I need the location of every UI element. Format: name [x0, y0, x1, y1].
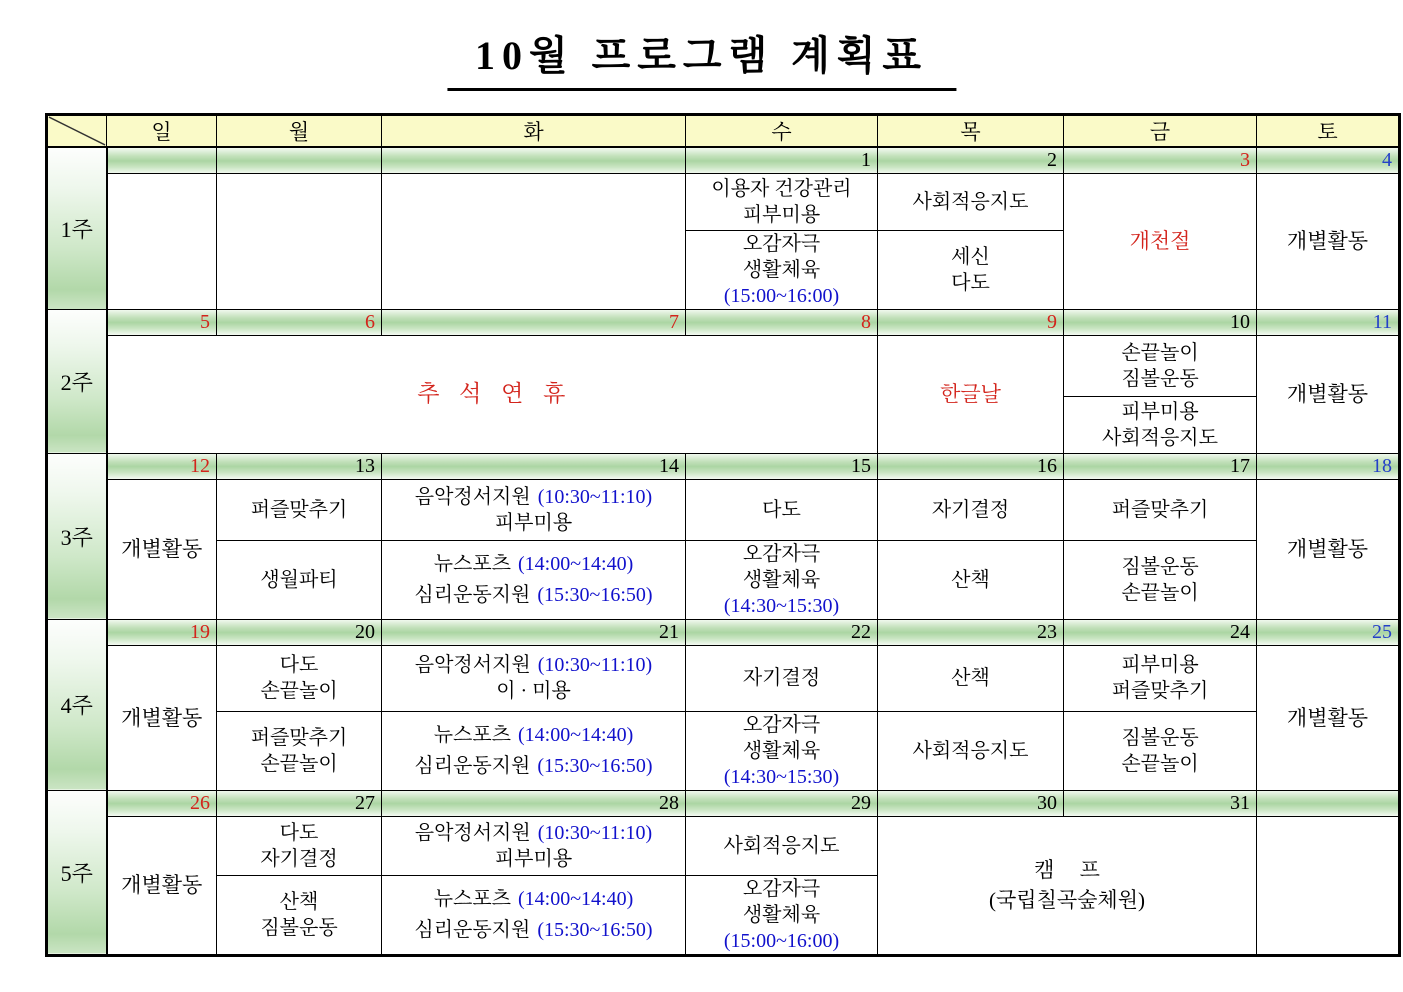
cell-w3-sat: [1257, 479, 1400, 619]
activity-line: 짐볼운동: [1121, 555, 1199, 578]
activity-line: 다도: [279, 654, 319, 676]
activity-line: 손끝놀이: [260, 752, 338, 775]
week4-bottom-row: [47, 711, 1400, 790]
activity-line: 개별활동: [121, 537, 203, 561]
date-cell: [217, 453, 382, 479]
activity-line: 오감자극: [742, 877, 821, 900]
cell-w1-thu-pm: [878, 230, 1064, 309]
activity-line: 개별활동: [1286, 705, 1369, 730]
week3-date-row: [47, 453, 1400, 479]
date-number: 15: [851, 454, 871, 477]
date-cell: [1064, 147, 1257, 173]
activity-line: 생활체육: [742, 258, 821, 281]
date-cell: [382, 453, 686, 479]
day-header-sat: 토: [1257, 115, 1400, 148]
day-header-mon: 월: [217, 115, 382, 148]
date-number: 27: [355, 791, 375, 814]
activity-line: 생월파티: [260, 568, 338, 591]
date-number: 16: [1037, 454, 1057, 477]
time-label: (10:30~11:10): [537, 821, 653, 844]
date-cell: [686, 619, 878, 645]
date-cell: [217, 309, 382, 335]
activity-line: 개별활동: [1286, 537, 1369, 561]
week-label-3: 3주: [47, 453, 107, 619]
cell-w3-thu-pm: [878, 540, 1064, 619]
week2-top-row: [47, 335, 1400, 396]
cell-w4-wed-am: [686, 645, 878, 711]
day-header-thu: 목: [878, 115, 1064, 148]
date-number: 26: [190, 791, 210, 814]
date-number: 23: [1037, 620, 1057, 643]
date-number: 30: [1037, 791, 1057, 814]
date-number: 17: [1230, 454, 1250, 477]
date-cell: [1064, 790, 1257, 816]
activity-line: 손끝놀이: [1121, 341, 1199, 364]
activity-text: 음악정서지원: [414, 485, 531, 508]
time-label: (15:00~16:00): [723, 929, 840, 952]
diagonal-line-icon: [48, 116, 106, 146]
date-cell: [1064, 309, 1257, 335]
cell-w5-camp: [878, 816, 1257, 955]
time-label: (15:30~16:50): [537, 583, 653, 606]
cell-w1-mon-empty: [217, 173, 382, 309]
cell-w3-mon-pm: [217, 540, 382, 619]
date-cell: [1257, 309, 1400, 335]
holiday-label: 한글날: [940, 382, 1001, 406]
activity-line: [382, 484, 685, 510]
activity-line: 다도: [951, 271, 990, 294]
date-number: 3: [1240, 148, 1250, 171]
date-number: 31: [1230, 791, 1250, 814]
week1-date-row: [47, 147, 1400, 173]
day-header-row: [47, 115, 1400, 148]
cell-w1-tue-empty: [382, 173, 686, 309]
week-label-1: 1주: [47, 147, 107, 309]
activity-line: [382, 549, 685, 580]
date-number: 10: [1230, 310, 1250, 333]
day-header-fri: 금: [1064, 115, 1257, 148]
cell-w1-fri-holiday: [1064, 173, 1257, 309]
activity-line: 사회적응지도: [912, 739, 1029, 762]
date-cell: [382, 147, 686, 173]
date-number: 1: [861, 148, 871, 171]
time-label: (15:30~16:50): [537, 754, 653, 777]
cell-w3-tue-pm: [382, 540, 686, 619]
time-label: (10:30~11:10): [537, 485, 653, 508]
cell-w3-mon-am: [217, 479, 382, 540]
activity-line: 자기결정: [931, 498, 1010, 521]
date-cell: [107, 147, 217, 173]
activity-line: 이용자 건강관리: [711, 177, 852, 200]
holiday-label: 개천절: [1129, 229, 1191, 253]
date-cell: [1257, 619, 1400, 645]
week4-date-row: [47, 619, 1400, 645]
cell-w4-sat: [1257, 645, 1400, 790]
date-cell: [1257, 147, 1400, 173]
activity-line: 생활체육: [742, 568, 821, 591]
date-number: 20: [355, 620, 375, 643]
activity-line: 이 · 미용: [496, 680, 571, 702]
cell-w2-chuseok-holiday: [107, 335, 878, 453]
cell-w2-thu-hangeul-day: [878, 335, 1064, 453]
date-cell: [107, 619, 217, 645]
time-label: (14:30~15:30): [723, 594, 840, 617]
cell-w4-fri-am: [1064, 645, 1257, 711]
time-label: (14:00~14:40): [518, 887, 634, 910]
date-cell: [382, 619, 686, 645]
cell-w5-tue-am: [382, 816, 686, 875]
week-label-2: 2주: [47, 309, 107, 453]
date-cell: [1064, 453, 1257, 479]
cell-w3-fri-am: [1064, 479, 1257, 540]
week2-date-row: [47, 309, 1400, 335]
cell-w5-mon-pm: [217, 875, 382, 955]
date-number: 8: [861, 310, 871, 333]
cell-w1-sun-empty: [107, 173, 217, 309]
date-cell: [107, 790, 217, 816]
date-cell: [878, 619, 1064, 645]
activity-line: 퍼즐맞추기: [1111, 680, 1209, 702]
week-label-5: 5주: [47, 790, 107, 955]
date-cell: [878, 790, 1064, 816]
date-cell: [217, 147, 382, 173]
date-cell: [382, 309, 686, 335]
cell-w5-wed-pm: [686, 875, 878, 955]
activity-line: 퍼즐맞추기: [250, 726, 348, 749]
date-cell: [1257, 453, 1400, 479]
week5-top-row: [47, 816, 1400, 875]
activity-line: 다도: [762, 498, 801, 521]
date-cell: [107, 453, 217, 479]
date-number: 13: [355, 454, 375, 477]
activity-line: 손끝놀이: [260, 680, 338, 702]
cell-w2-sat: [1257, 335, 1400, 453]
activity-line: 개별활동: [1286, 229, 1369, 253]
date-cell: [878, 147, 1064, 173]
date-cell: [1257, 790, 1400, 816]
date-number: 11: [1372, 310, 1392, 333]
activity-line: [382, 720, 685, 751]
cell-w3-wed-am: [686, 479, 878, 540]
date-number: 4: [1382, 148, 1392, 171]
cell-w1-thu-am: [878, 173, 1064, 230]
week3-bottom-row: [47, 540, 1400, 619]
activity-text: 심리운동지원: [414, 583, 531, 606]
time-label: (14:30~15:30): [723, 765, 840, 788]
page-title: 10월 프로그램 계획표: [447, 24, 956, 91]
activity-line: 세신: [951, 245, 990, 268]
activity-line: 피부미용: [1121, 400, 1199, 423]
date-number: 25: [1372, 620, 1392, 643]
activity-line: 피부미용: [742, 203, 821, 226]
activity-line: 캠 프: [1034, 858, 1100, 882]
activity-line: 산책: [951, 568, 990, 591]
activity-line: 짐볼운동: [260, 916, 338, 939]
calendar-table: [45, 113, 1401, 957]
cell-w5-sun: [107, 816, 217, 955]
cell-w5-mon-am: [217, 816, 382, 875]
activity-line: 산책: [279, 890, 319, 913]
cell-w5-wed-am: [686, 816, 878, 875]
date-number: 2: [1047, 148, 1057, 171]
activity-line: 피부미용: [1121, 654, 1199, 676]
date-number: 18: [1372, 454, 1392, 477]
activity-line: 손끝놀이: [1121, 581, 1199, 604]
activity-text: 음악정서지원: [414, 654, 531, 676]
time-label: (15:00~16:00): [723, 284, 840, 307]
date-cell: [217, 790, 382, 816]
activity-line: 개별활동: [121, 705, 203, 730]
activity-line: 산책: [951, 667, 990, 689]
activity-line: 오감자극: [742, 542, 821, 565]
activity-text: 음악정서지원: [414, 821, 531, 844]
cell-w4-tue-am: [382, 645, 686, 711]
activity-line: 피부미용: [494, 511, 573, 534]
activity-line: 자기결정: [260, 847, 338, 870]
date-cell: [878, 453, 1064, 479]
date-number: 21: [659, 620, 679, 643]
week1-top-row: [47, 173, 1400, 230]
date-number: 5: [200, 310, 210, 333]
cell-w3-fri-pm: [1064, 540, 1257, 619]
date-number: 14: [659, 454, 679, 477]
date-cell: [686, 453, 878, 479]
date-cell: [686, 147, 878, 173]
time-label: (10:30~11:10): [537, 654, 653, 676]
cell-w1-wed-pm: [686, 230, 878, 309]
activity-text: 뉴스포츠: [433, 552, 511, 575]
date-cell: [382, 790, 686, 816]
date-number: 22: [851, 620, 871, 643]
time-label: (15:30~16:50): [537, 918, 653, 941]
date-cell: [217, 619, 382, 645]
date-cell: [686, 309, 878, 335]
date-number: 28: [659, 791, 679, 814]
date-number: 12: [190, 454, 210, 477]
activity-line: 자기결정: [742, 667, 821, 689]
week4-top-row: [47, 645, 1400, 711]
week3-top-row: [47, 479, 1400, 540]
date-number: 24: [1230, 620, 1250, 643]
day-header-tue: 화: [382, 115, 686, 148]
cell-w4-thu-am: [878, 645, 1064, 711]
date-number: 6: [365, 310, 375, 333]
activity-line: 사회적응지도: [912, 190, 1029, 213]
cell-w3-tue-am: [382, 479, 686, 540]
activity-line: 생활체육: [742, 739, 821, 762]
cell-w4-mon-pm: [217, 711, 382, 790]
cell-w4-fri-pm: [1064, 711, 1257, 790]
holiday-label: 추 석 연 휴: [417, 381, 568, 406]
activity-line: [382, 751, 685, 782]
activity-line: 생활체육: [742, 903, 821, 926]
activity-line: 오감자극: [742, 713, 821, 736]
activity-line: 다도: [279, 821, 319, 844]
date-number: 29: [851, 791, 871, 814]
date-cell: [107, 309, 217, 335]
date-number: 9: [1047, 310, 1057, 333]
activity-line: 사회적응지도: [1102, 426, 1218, 449]
activity-line: 퍼즐맞추기: [250, 498, 348, 521]
cell-w1-sat: [1257, 173, 1400, 309]
day-header-wed: 수: [686, 115, 878, 148]
cell-w1-wed-am: [686, 173, 878, 230]
date-cell: [878, 309, 1064, 335]
activity-line: [382, 820, 685, 846]
cell-w3-wed-pm: [686, 540, 878, 619]
activity-text: 심리운동지원: [414, 754, 531, 777]
activity-line: [382, 915, 685, 946]
cell-w3-thu-am: [878, 479, 1064, 540]
activity-line: 개별활동: [121, 873, 203, 897]
activity-text: 뉴스포츠: [433, 887, 511, 910]
cell-w2-fri-pm: [1064, 396, 1257, 453]
activity-line: 짐볼운동: [1121, 367, 1199, 390]
cell-w5-tue-pm: [382, 875, 686, 955]
activity-line: [382, 884, 685, 915]
activity-text: 심리운동지원: [414, 918, 531, 941]
activity-text: 뉴스포츠: [433, 723, 511, 746]
time-label: (14:00~14:40): [518, 552, 634, 575]
date-number: 19: [190, 620, 210, 643]
cell-w4-wed-pm: [686, 711, 878, 790]
day-header-sun: 일: [107, 115, 217, 148]
date-cell: [686, 790, 878, 816]
cell-w4-thu-pm: [878, 711, 1064, 790]
activity-line: 오감자극: [742, 232, 821, 255]
cell-w3-sun: [107, 479, 217, 619]
activity-line: 개별활동: [1286, 382, 1369, 406]
diagonal-cell: [47, 115, 107, 148]
cell-w4-tue-pm: [382, 711, 686, 790]
cell-w2-fri-am: [1064, 335, 1257, 396]
activity-line: 퍼즐맞추기: [1111, 498, 1209, 521]
cell-w4-mon-am: [217, 645, 382, 711]
activity-line: [382, 580, 685, 611]
cell-w4-sun: [107, 645, 217, 790]
date-cell: [1064, 619, 1257, 645]
time-label: (14:00~14:40): [518, 723, 634, 746]
activity-line: 사회적응지도: [723, 834, 840, 857]
cell-w5-sat-empty: [1257, 816, 1400, 955]
activity-line: 피부미용: [494, 847, 573, 870]
date-number: 7: [669, 310, 679, 333]
activity-line: [382, 652, 685, 678]
activity-line: 손끝놀이: [1121, 752, 1199, 775]
week-label-4: 4주: [47, 619, 107, 790]
week5-date-row: [47, 790, 1400, 816]
activity-line: 짐볼운동: [1121, 726, 1199, 749]
activity-line: (국립칠곡숲체원): [989, 888, 1145, 912]
